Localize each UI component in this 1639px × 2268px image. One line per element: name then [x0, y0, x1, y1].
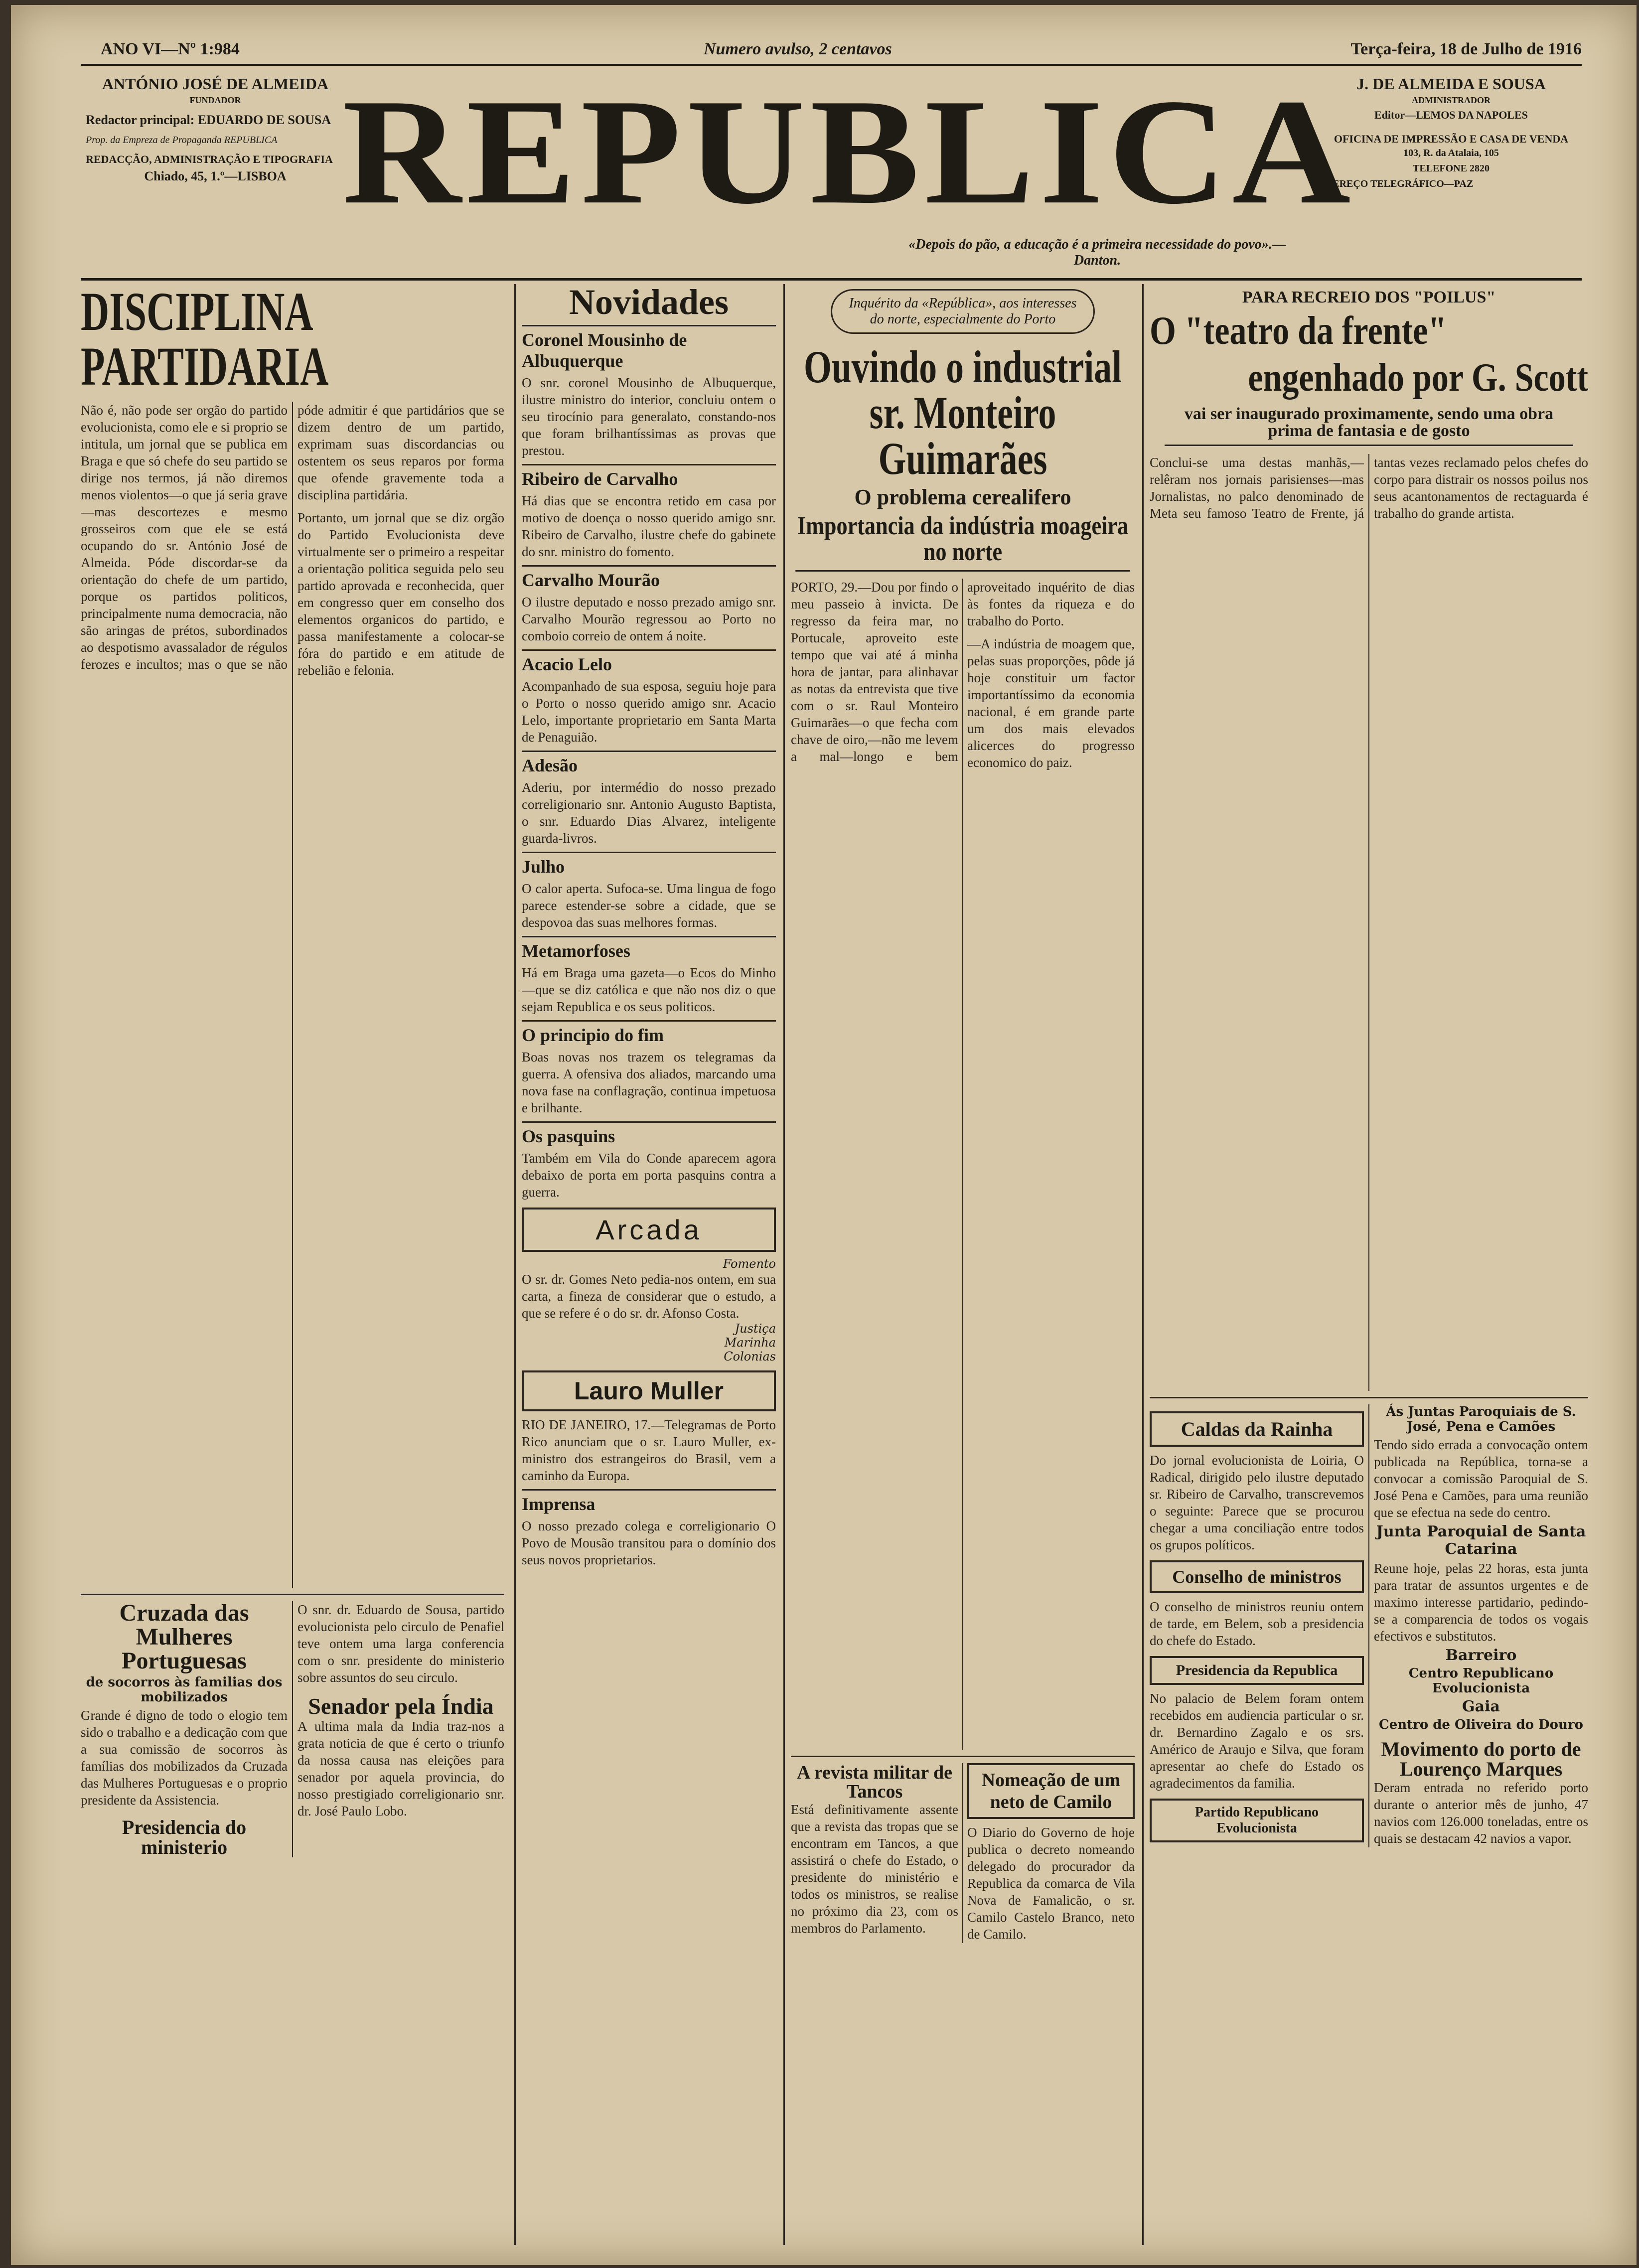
issue-number: ANO VI—Nº 1:984: [101, 40, 240, 58]
item-heading: Os pasquins: [522, 1121, 776, 1147]
arcada-section: Fomento: [723, 1257, 776, 1271]
header-left: [86, 75, 345, 184]
subhead-cruzada: de socorros às familias dos mobilizados: [86, 1675, 283, 1705]
header-rule: [81, 278, 1582, 281]
item-text: Há dias que se encontra retido em casa por motivo de doença o nosso querido amigo snr. Ribeiro de Carvalho, ilustre chefe do gabinete do snr. ministro do fomento.: [522, 493, 776, 559]
story-text: Grande é digno de todo o elogio tem sido o trabalho e a dedicação com que a sua comissão de socorros às famílias dos mobilizados da Cruzada das Mulheres Portuguesas e o proprio presidente da Assistencia.: [81, 1708, 288, 1808]
top-strip: [81, 40, 1582, 60]
lower-center-stories: [791, 1763, 1135, 1943]
story-text: Tendo sido errada a convocação ontem publicada na República, torna-se a convocar a comissão Paroquial de S. José Pena e Camões, para uma reunião que se efectua na sede do centro.: [1374, 1437, 1588, 1520]
story-text: O conselho de ministros reuniu ontem de tarde, em Belem, sob a presidencia do chefe do Estado.: [1150, 1599, 1364, 1648]
arcada-section: Justiça: [735, 1322, 776, 1336]
column-separator: [783, 284, 785, 2245]
story-text: No palacio de Belem foram ontem recebidos em audiencia particular o sr. dr. Bernardino Zagalo e os srs. Américo de Araujo e Silva, que foram apresentar ao chefe do Estado os agradecimentos da familia.: [1150, 1691, 1364, 1791]
editorial-para: Não é, não pode ser orgão do partido evolucionista, como ele e si proprio se intitula, um jornal que se publica em Braga e que só chefe do seu partido se dirige nos termos, já não diremos menos violentos—o que já seria grave—mas descortezes e mesmo grosseiros com que ele se está ocupando do sr. António José de Almeida. Póde discordar-se da orientação do chefe de um partido, porque os partidos politicos, principalmente numa democracia, não são aringas de prétos, subordinados ao despotismo avassalador de régulos ferozes e incultos; mas o que se não póde admitir é que partidários que se dizem dentro de um partido, exprimam suas discordancias ou ostentem os seus reparos por forma que ofende gravemente toda a disciplina partidária.: [81, 403, 504, 672]
item-text: O sr. dr. Gomes Neto pedia-nos ontem, em sua carta, a fineza de considerar que o estudo, a que se refere é o do sr. dr. Afonso Costa.: [522, 1272, 776, 1321]
print-address: 103, R. da Atalaia, 105: [1403, 148, 1499, 158]
top-rule: [81, 64, 1582, 66]
item-text: O ilustre deputado e nosso prezado amigo snr. Carvalho Mourão regressou ao Porto no comboio correio de ontem á noite.: [522, 595, 776, 643]
item-heading: Carvalho Mourão: [522, 565, 776, 591]
item-text: O nosso prezado colega e correligionario O Povo de Mousão transitou para o domínio dos seus novos proprietarios.: [522, 1518, 776, 1567]
headline-arcada: Arcada: [522, 1208, 776, 1252]
telegraph: ENDEREÇO TELEGRÁFICO—PAZ: [1312, 178, 1474, 189]
subhead-cereal: O problema cerealifero: [854, 485, 1071, 509]
admin-name: J. DE ALMEIDA E SOUSA: [1356, 75, 1546, 93]
phone: TELEFONE 2820: [1413, 163, 1490, 174]
motto: «Depois do pão, a educação é a primeira necessidade do povo».—Danton.: [908, 237, 1286, 268]
headline-presidencia-republica: Presidencia da Republica: [1150, 1656, 1364, 1685]
address-line: Chiado, 45, 1.º—LISBOA: [144, 169, 287, 183]
item-heading: Acacio Lelo: [522, 649, 776, 675]
story-text: Do jornal evolucionista de Loiria, O Radical, dirigido pelo ilustre deputado sr. Ribeiro de Carvalho, transcrevemos o seguinte: Parece que se procurou chegar a uma conciliação entre todos os grupos políticos.: [1150, 1453, 1364, 1552]
subhead-partido: Ás Juntas Paroquiais de S. José, Pena e Camões: [1386, 1404, 1576, 1434]
headline-conselho: Conselho de ministros: [1150, 1560, 1364, 1593]
item-text: RIO DE JANEIRO, 17.—Telegramas de Porto Rico anunciam que o sr. Lauro Muller, ex-ministro dos estrangeiros do Brasil, vem a caminho da Europa.: [522, 1417, 776, 1483]
item-heading: Metamorfoses: [522, 936, 776, 961]
subhead-gaia: Centro de Oliveira do Douro: [1379, 1717, 1583, 1732]
headline-lauro: Lauro Muller: [522, 1370, 776, 1411]
editorial-para: Portanto, um jornal que se diz orgão do Partido Evolucionista deve virtualmente ser o primeiro a respeitar a orientação politica seguida pelo seu partido aprovada e reconhecida, quer em congresso quer em conselho dos elementos organicos do partido, e passa manifestamente a colocar-se fóra do partido e em atitude de rebelião e felonia.: [298, 510, 504, 678]
item-heading: Imprensa: [522, 1489, 776, 1514]
arcada-section: Marinha: [724, 1336, 776, 1350]
item-text: Boas novas nos trazem os telegramas da guerra. A ofensiva dos aliados, marcando uma nova fase na conflagração, continua impetuosa e brilhante.: [522, 1050, 776, 1115]
divider: [791, 1756, 1135, 1757]
inquerito-body: [791, 579, 1135, 1750]
item-text: O calor aperta. Sufoca-se. Uma lingua de fogo parece estender-se sobre a cidade, que se despovoa das suas melhores formas.: [522, 881, 776, 930]
masthead-title: REPUBLICA: [342, 68, 1356, 236]
item-heading: Ribeiro de Carvalho: [522, 464, 776, 489]
story-text: —A indústria de moagem que, pelas suas proporções, pôde já hoje constituir um factor importantíssimo da economia nacional, é em grande parte um dos mais elevados alicerces do progresso economico do paiz.: [967, 636, 1135, 770]
teatro-body: [1150, 454, 1588, 1391]
office-line: REDACÇÃO, ADMINISTRAÇÃO E TIPOGRAFIA: [86, 153, 333, 165]
owner-line: Prop. da Empreza de Propaganda REPUBLICA: [86, 135, 278, 146]
headline-revista: A revista militar de Tancos: [796, 1762, 953, 1802]
issue-date: Terça-feira, 18 de Julho de 1916: [1350, 40, 1582, 58]
item-text: Aderiu, por intermédio do nosso prezado correligionario snr. Antonio Augusto Baptista, o snr. Eduardo Dias Alvarez, inteligente guarda-livros.: [522, 780, 776, 846]
headline-scott: engenhado por G. Scott: [1248, 356, 1588, 400]
item-heading: O principio do fim: [522, 1020, 776, 1046]
print-office: OFICINA DE IMPRESSÃO E CASA DE VENDA: [1334, 133, 1569, 145]
newspaper-page: [11, 5, 1637, 2265]
story-text: Está definitivamente assente que a revista das tropas que se encontram em Tancos, a que assistirá o chefe do Estado, o presidente do ministério e todos os ministros, se realise no próximo dia 23, com os membros do Parlamento.: [791, 1802, 958, 1936]
column-novidades: [522, 284, 776, 2245]
headline-cruzada: Cruzada das Mulheres Portuguesas: [119, 1600, 249, 1674]
item-text: Acompanhado de sua esposa, seguiu hoje para o Porto o nosso querido amigo snr. Acacio Lelo, importante proprietario em Santa Marta de Penaguião.: [522, 679, 776, 745]
editor-line: Redactor principal: EDUARDO DE SOUSA: [86, 113, 331, 127]
story-text: Reune hoje, pelas 22 horas, esta junta para tratar de assuntos urgentes e de maximo interesse partidario, pedindo-se a comparencia de todos os vogais efectivos e substitutos.: [1374, 1561, 1588, 1644]
deck-moageira: Importancia da indústria moageira no norte: [795, 513, 1130, 572]
founder-name: ANTÓNIO JOSÉ DE ALMEIDA: [102, 75, 329, 93]
story-text: A ultima mala da India traz-nos a grata noticia de que é certo o triunfo da nossa causa nas eleições para senador por aquela provincia, do nosso prestigiado correligionario snr. dr. José Paulo Lobo.: [298, 1719, 504, 1818]
lower-left-stories: [81, 1601, 504, 1857]
kicker-poilus: PARA RECREIO DOS "POILUS": [1242, 288, 1496, 306]
deck-teatro: vai ser inaugurado proximamente, sendo uma obra prima de fantasia e de gosto: [1165, 406, 1573, 446]
headline-nomeacao: Nomeação de um neto de Camilo: [967, 1763, 1135, 1819]
story-text: Conclui-se uma destas manhãs,—relêram nos jornais parisienses—mas Jornalistas, no palco denominado de Meta seu famoso Teatro de Frente, já tantas vezes reclamado pelos chefes do corpo para distrair os nossos poilus nos seus acantonamentos de rectaguarda é trabalho do grande artista.: [1150, 455, 1588, 521]
header-right: [1312, 75, 1591, 190]
arcada-section: Colonias: [724, 1350, 776, 1363]
headline-gaia: Gaia: [1462, 1698, 1500, 1715]
headline-novidades: Novidades: [569, 284, 729, 322]
item-heading: Julho: [522, 852, 776, 877]
lower-right-stories: [1150, 1404, 1588, 1847]
item-heading: Coronel Mousinho de Albuquerque: [522, 325, 776, 371]
headline-junta: Junta Paroquial de Santa Catarina: [1376, 1523, 1586, 1558]
item-text: Há em Braga uma gazeta—o Ecos do Minho—que se diz católica e que não nos diz o que sejam Republica e os seus politicos.: [522, 965, 776, 1014]
headline-teatro: O "teatro da frente": [1150, 309, 1447, 353]
column-inquerito: [791, 284, 1135, 2245]
story-text: PORTO, 29.—Dou por findo o meu passeio à invicta. De regresso da feira mar, no Portucale, aproveito este tempo que vai até á minha hora de jantar, para alinhavar as notas da entrevista que tive com o sr. Raul Monteiro Guimarães—o que fecha com chave de oiro,—não me levem a mal—longo e bem aproveitado inquérito de dias às fontes da riqueza e do trabalho do Porto.: [791, 580, 1135, 764]
kicker-inquerito: Inquérito da «República», aos interesses do norte, especialmente do Porto: [831, 289, 1095, 334]
column-teatro: [1150, 284, 1588, 2245]
story-text: O Diario do Governo de hoje publica o decreto nomeando delegado do procurador da Republica da comarca de Vila Nova de Famalicão, o sr. Camilo Castelo Branco, neto de Camilo.: [967, 1825, 1135, 1942]
headline-movimento: Movimento do porto de Lourenço Marques: [1381, 1738, 1581, 1780]
headline-partido: Partido Republicano Evolucionista: [1150, 1799, 1364, 1842]
story-text: O snr. dr. Eduardo de Sousa, partido evolucionista pelo circulo de Penafiel teve ontem uma larga conferencia com o snr. presidente do ministerio sobre assuntos do seu circulo.: [298, 1602, 504, 1685]
subhead-barreiro: Centro Republicano Evolucionista: [1408, 1666, 1554, 1696]
item-heading: Adesão: [522, 751, 776, 776]
column-separator: [514, 284, 516, 2245]
headline-barreiro: Barreiro: [1445, 1647, 1517, 1664]
divider: [1150, 1397, 1588, 1398]
admin-role: ADMINISTRADOR: [1411, 95, 1490, 105]
price: Numero avulso, 2 centavos: [704, 40, 892, 58]
founder-role: FUNDADOR: [189, 95, 241, 105]
story-text: Deram entrada no referido porto durante o anterior mês de junho, 47 navios com 126.000 toneladas, entre os quais se destacam 42 navios a vapor.: [1374, 1780, 1588, 1846]
headline-disciplina: DISCIPLINA PARTIDARIA: [81, 284, 329, 397]
item-text: Também em Vila do Conde aparecem agora debaixo de porta em porta pasquins contra a guerra.: [522, 1151, 776, 1200]
column-editorial: [81, 284, 504, 2245]
editorial-body: [81, 402, 504, 1588]
headline-presidencia: Presidencia do ministerio: [122, 1816, 247, 1858]
divider: [81, 1594, 504, 1595]
headline-senador: Senador pela Índia: [308, 1693, 494, 1719]
headline-caldas: Caldas da Rainha: [1150, 1411, 1364, 1447]
item-text: O snr. coronel Mousinho de Albuquerque, ilustre ministro do interior, concluiu ontem o seu tirocínio para generalato, constando-nos que foram brilhantíssimas as provas que prestou.: [522, 375, 776, 458]
publisher-line: Editor—LEMOS DA NAPOLES: [1374, 109, 1528, 121]
headline-monteiro: Ouvindo o industrial sr. Monteiro Guimarães: [803, 341, 1122, 484]
column-separator: [1142, 284, 1144, 2245]
